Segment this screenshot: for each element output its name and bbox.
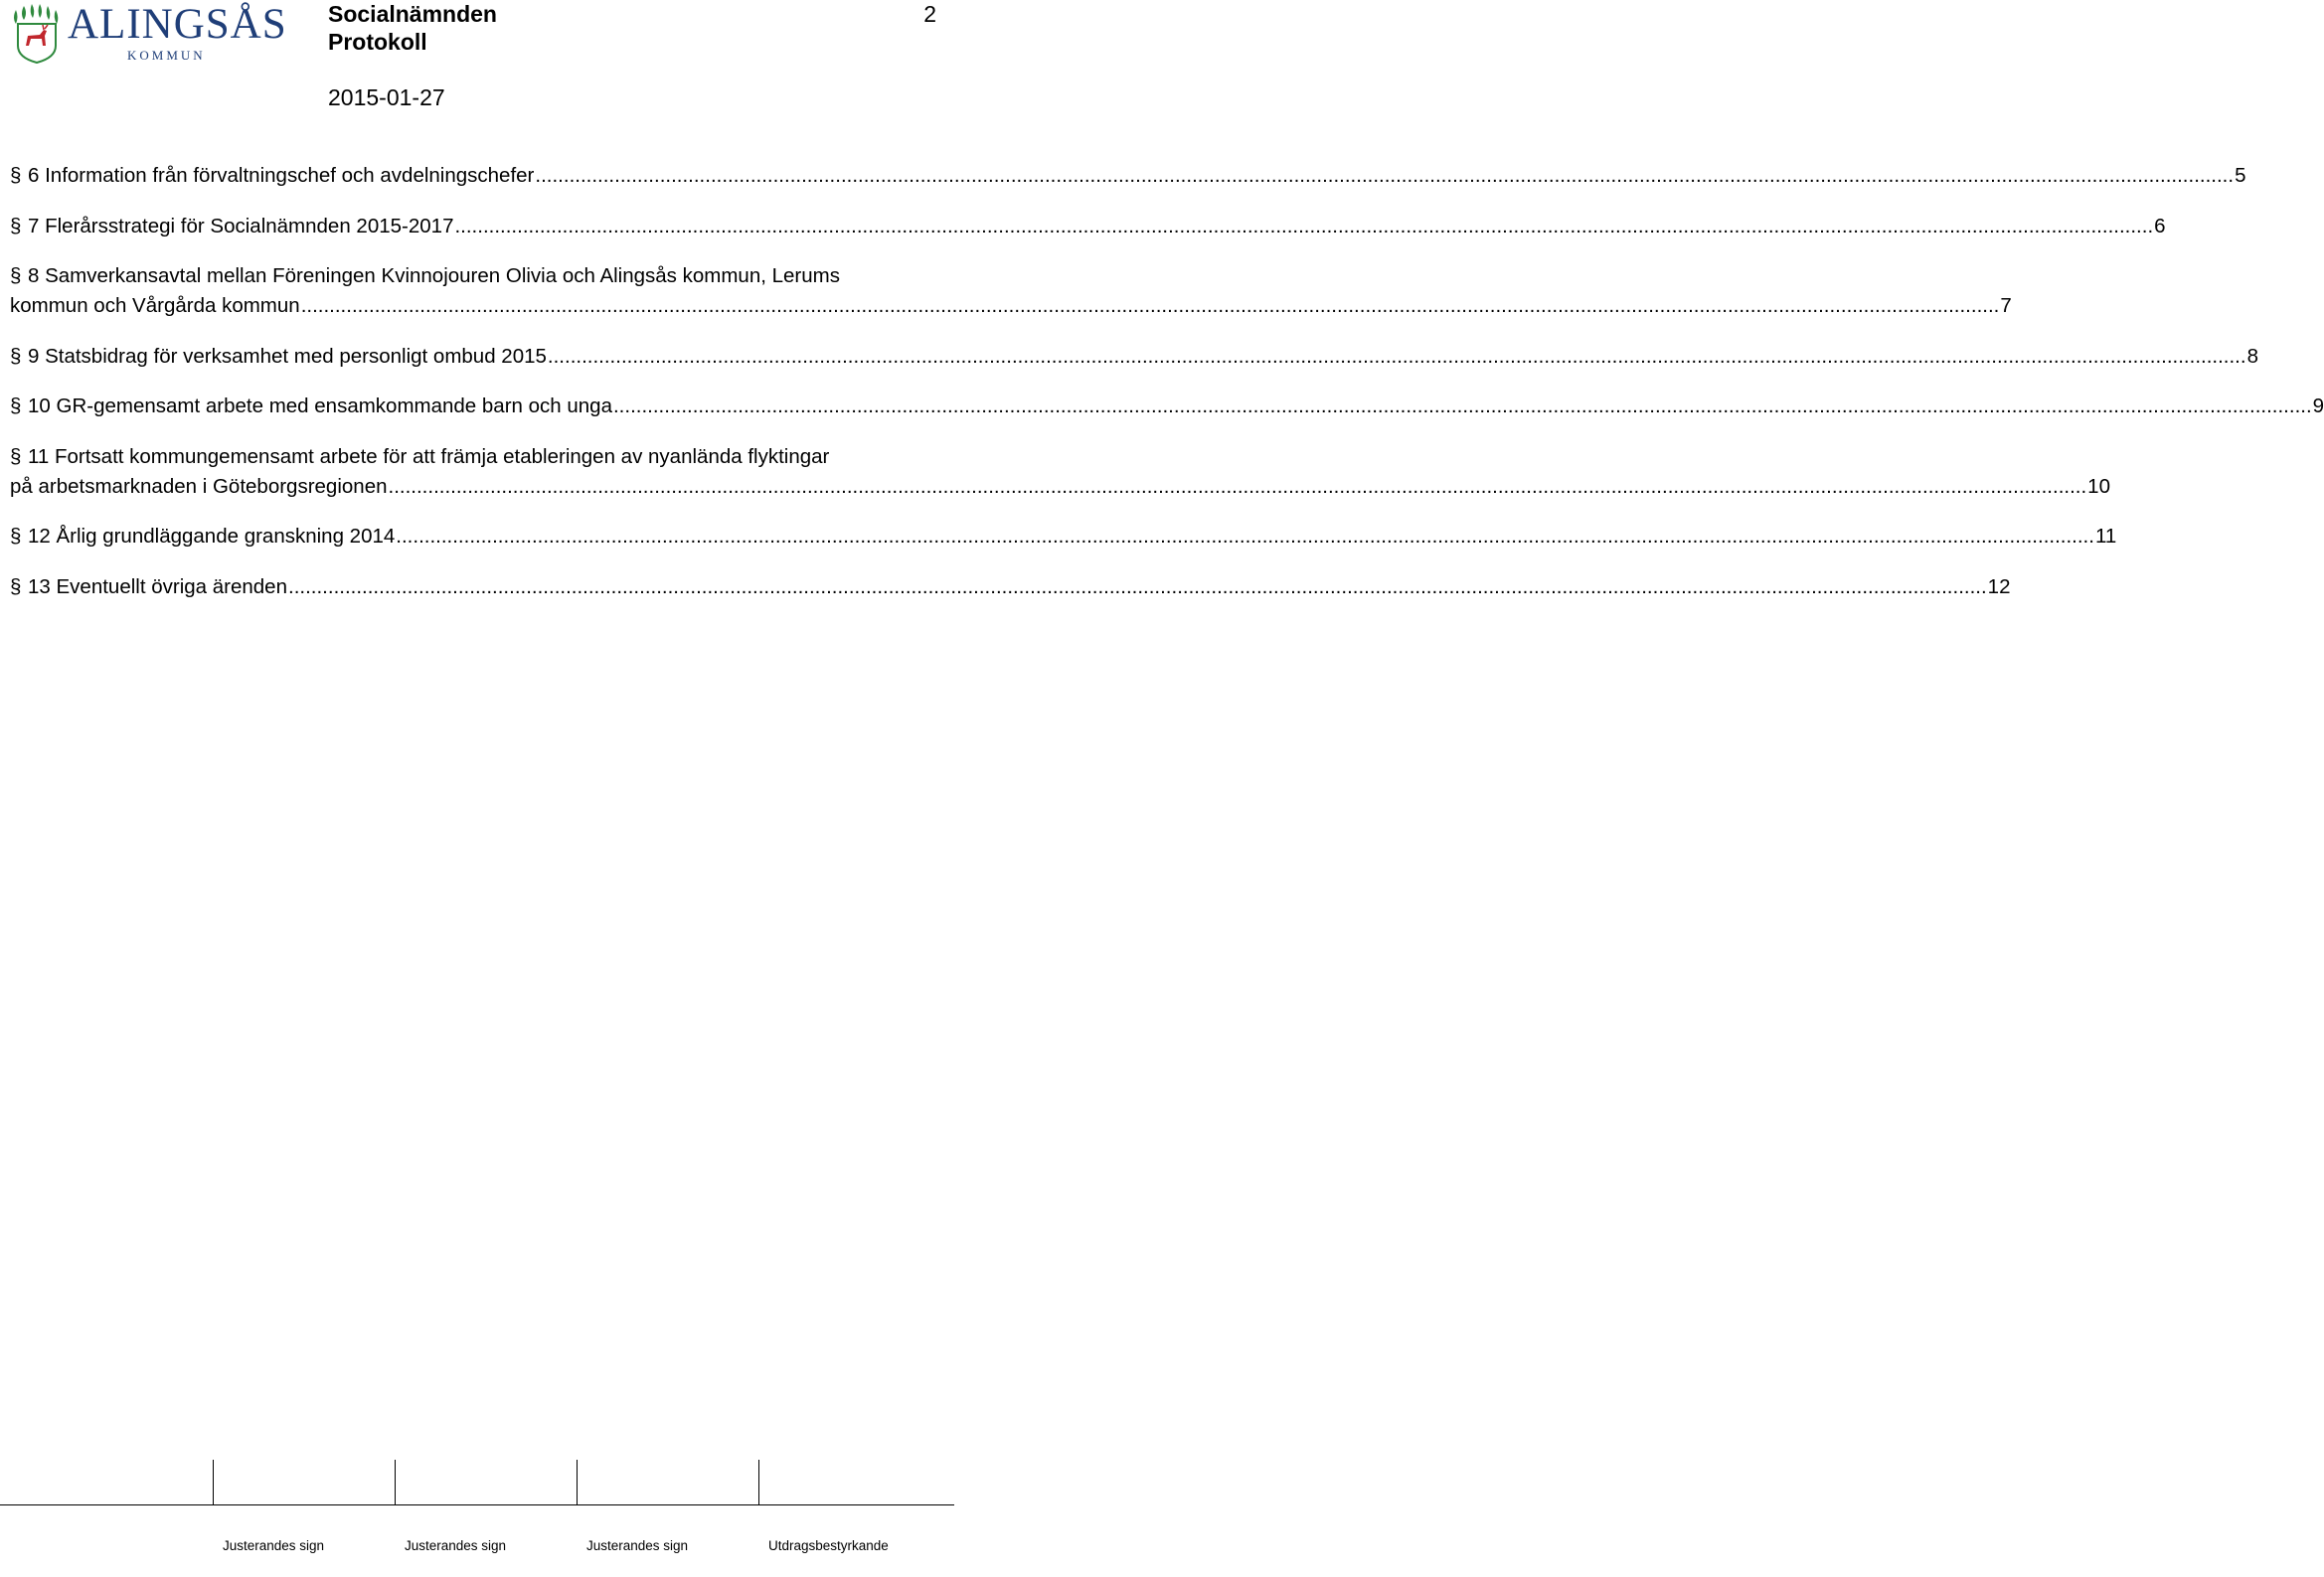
- page-number: 2: [923, 1, 936, 27]
- toc-entry[interactable]: [10, 442, 2110, 502]
- toc-entry[interactable]: [10, 342, 2258, 372]
- toc-entry-title: 7 Flerårsstrategi för Socialnämnden 2015-2017: [28, 214, 454, 237]
- section-symbol: §: [10, 525, 22, 548]
- toc-leader-dots: ............................................................................................................................................................................................................................................................................................................: [388, 474, 2087, 498]
- logo-subtitle: KOMMUN: [127, 48, 206, 63]
- document-type: Protokoll: [328, 29, 427, 55]
- municipality-logo: [10, 1, 287, 64]
- signature-box-divider: [577, 1460, 578, 1505]
- section-symbol: §: [10, 344, 22, 368]
- footer-divider: [0, 1504, 954, 1505]
- toc-leader-dots: ............................................................................................................................................................................................................................................................................................................: [288, 574, 1987, 598]
- toc-entry[interactable]: [10, 261, 2012, 321]
- toc-leader-dots: ............................................................................................................................................................................................................................................................................................................: [454, 214, 2154, 237]
- toc-entry-title: 8 Samverkansavtal mellan Föreningen Kvinnojouren Olivia och Alingsås kommun, Lerums: [28, 264, 840, 287]
- section-symbol: §: [10, 394, 22, 417]
- toc-entry-text: [10, 572, 287, 602]
- toc-entry-text: [10, 161, 534, 191]
- table-of-contents: [10, 161, 2324, 622]
- toc-entry-line: [10, 291, 2012, 321]
- signature-box-divider: [758, 1460, 759, 1505]
- coat-of-arms-icon: [10, 4, 66, 64]
- toc-page-number: 9: [2312, 394, 2324, 417]
- toc-page-number: 6: [2154, 214, 2166, 237]
- toc-entry-line: [10, 161, 2246, 191]
- meeting-date: 2015-01-27: [328, 84, 445, 110]
- toc-entry[interactable]: [10, 161, 2246, 191]
- toc-entry-text: [10, 342, 547, 372]
- toc-page-number: 11: [2094, 525, 2117, 548]
- toc-entry-text: [10, 261, 840, 291]
- toc-entry-text: [10, 212, 453, 241]
- toc-entry-title: på arbetsmarknaden i Göteborgsregionen: [10, 474, 388, 498]
- certification-label: Utdragsbestyrkande: [768, 1538, 889, 1553]
- toc-leader-dots: ............................................................................................................................................................................................................................................................................................................: [396, 525, 2094, 548]
- signature-label: Justerandes sign: [223, 1538, 325, 1553]
- signature-label: Justerandes sign: [586, 1538, 689, 1553]
- toc-entry-line: [10, 572, 2011, 602]
- toc-entry-text: [10, 291, 300, 321]
- signature-box-divider: [395, 1460, 396, 1505]
- toc-entry[interactable]: [10, 522, 2117, 552]
- toc-page-number: 8: [2246, 344, 2258, 368]
- toc-entry-line: [10, 392, 2324, 421]
- toc-entry[interactable]: [10, 572, 2011, 602]
- toc-entry-title: 11 Fortsatt kommungemensamt arbete för att främja etableringen av nyanlända flyktingar: [28, 444, 830, 468]
- section-symbol: §: [10, 214, 22, 237]
- toc-entry-title: kommun och Vårgårda kommun: [10, 294, 300, 317]
- toc-entry-line: [10, 342, 2258, 372]
- toc-entry-line: [10, 472, 2110, 502]
- section-symbol: §: [10, 444, 22, 468]
- section-symbol: §: [10, 574, 22, 598]
- toc-entry[interactable]: [10, 212, 2166, 241]
- toc-page-number: 12: [1987, 574, 2011, 598]
- toc-entry-text: [10, 522, 395, 552]
- toc-entry-title: 13 Eventuellt övriga ärenden: [28, 574, 287, 598]
- toc-entry-text: [10, 392, 612, 421]
- toc-entry-title: 9 Statsbidrag för verksamhet med personligt ombud 2015: [28, 344, 547, 368]
- logo-wordmark: ALINGSÅS: [68, 1, 287, 48]
- toc-entry-line: [10, 261, 936, 291]
- toc-entry-line: [10, 442, 936, 472]
- toc-entry-line: [10, 522, 2117, 552]
- section-symbol: §: [10, 264, 22, 287]
- toc-page-number: 7: [2000, 294, 2012, 317]
- committee-title: Socialnämnden: [328, 1, 497, 27]
- signature-box-divider: [213, 1460, 214, 1505]
- section-symbol: §: [10, 164, 22, 187]
- toc-entry-line: [10, 212, 2166, 241]
- toc-leader-dots: ............................................................................................................................................................................................................................................................................................................: [300, 294, 2000, 317]
- toc-page-number: 10: [2087, 474, 2110, 498]
- toc-leader-dots: ............................................................................................................................................................................................................................................................................................................: [612, 394, 2312, 417]
- toc-entry-title: 12 Årlig grundläggande granskning 2014: [28, 525, 396, 548]
- toc-leader-dots: ............................................................................................................................................................................................................................................................................................................: [535, 164, 2235, 187]
- toc-entry-title: 6 Information från förvaltningschef och avdelningschefer: [28, 164, 535, 187]
- toc-page-number: 5: [2235, 164, 2246, 187]
- toc-entry-text: [10, 442, 829, 472]
- toc-entry-text: [10, 472, 388, 502]
- toc-entry-title: 10 GR-gemensamt arbete med ensamkommande barn och unga: [28, 394, 612, 417]
- signature-label: Justerandes sign: [405, 1538, 507, 1553]
- toc-entry[interactable]: [10, 392, 2324, 421]
- toc-leader-dots: ............................................................................................................................................................................................................................................................................................................: [547, 344, 2246, 368]
